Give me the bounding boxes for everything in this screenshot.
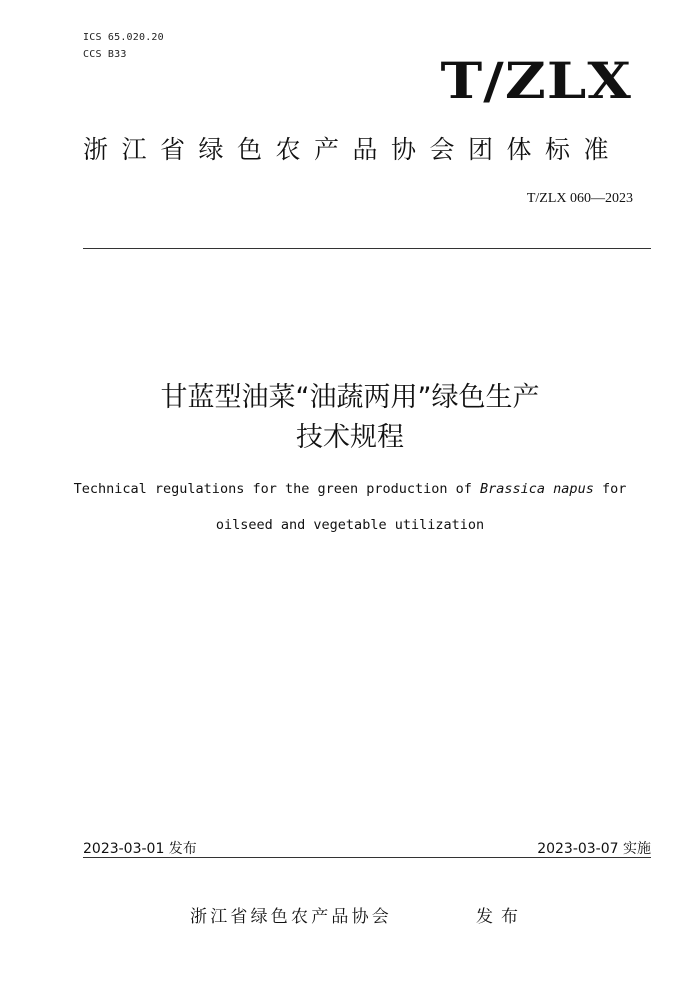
title-english-species: Brassica napus — [480, 481, 594, 497]
issuer-action: 发布 — [476, 907, 526, 927]
release-date: 2023-03-01 发布 — [83, 841, 197, 857]
title-chinese-line-2: 技术规程 — [296, 422, 404, 453]
implement-date: 2023-03-07 实施 — [537, 841, 651, 857]
header-divider — [83, 248, 651, 249]
title-chinese-line-1: 甘蓝型油菜“油蔬两用”绿色生产 — [160, 382, 540, 413]
ccs-code: CCS B33 — [83, 49, 127, 60]
ics-code: ICS 65.020.20 — [83, 32, 164, 43]
title-english-line-1 — [0, 481, 700, 497]
title-english-prefix: Technical regulations for the green production of — [73, 481, 481, 497]
standard-type-title: 浙江省绿色农产品协会团体标准 — [83, 135, 623, 164]
issuer-name: 浙江省绿色农产品协会 — [190, 907, 392, 927]
title-english-line-2: oilseed and vegetable utilization — [215, 517, 485, 533]
standard-logo: T/ZLX — [440, 51, 632, 110]
standard-number: T/ZLX 060—2023 — [526, 191, 633, 206]
footer-divider — [83, 857, 651, 858]
title-english-suffix: for — [593, 481, 627, 497]
